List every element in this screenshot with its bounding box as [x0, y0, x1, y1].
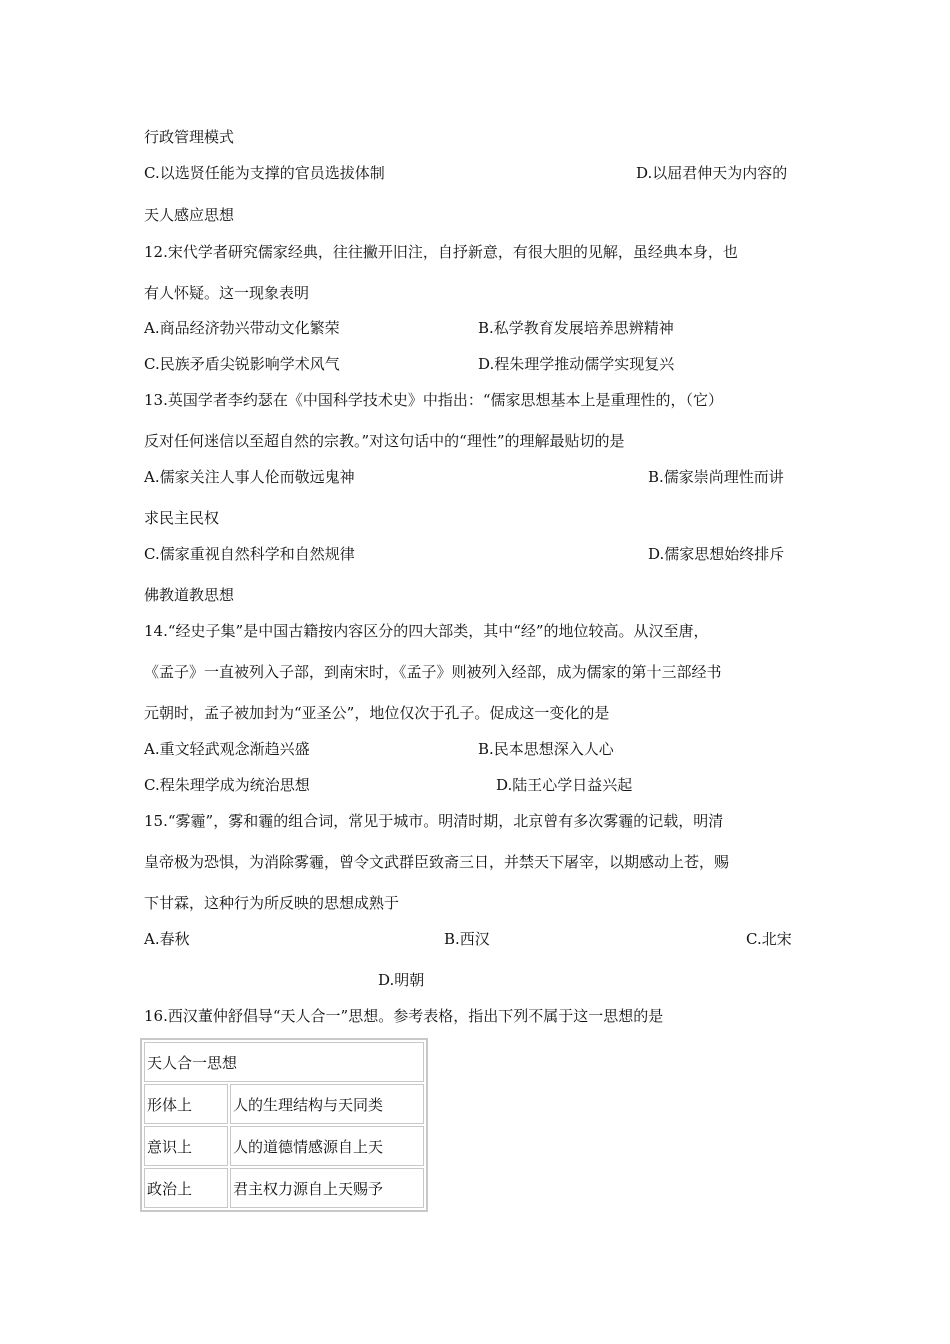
q14-stem: 14.“经史子集”是中国古籍按内容区分的四大部类，其中“经”的地位较高。从汉至唐，	[144, 622, 709, 640]
q13-stem: 反对任何迷信以至超自然的宗教。”对这句话中的“理性”的理解最贴切的是	[144, 432, 625, 450]
q12-stem: 有人怀疑。这一现象表明	[144, 284, 310, 302]
q12-option-d: D.程朱理学推动儒学实现复兴	[478, 355, 675, 373]
table-row	[144, 1042, 424, 1082]
q13-option-c: C.儒家重视自然科学和自然规律	[144, 545, 355, 563]
q15-option-d: D.明朝	[378, 971, 425, 989]
q13-option-a: A.儒家关注人事人伦而敬远鬼神	[144, 468, 355, 486]
table-row	[144, 1084, 424, 1124]
q15-option-c: C.北宋	[746, 930, 792, 948]
q15-option-b: B.西汉	[444, 930, 490, 948]
q14-option-c: C.程朱理学成为统治思想	[144, 776, 310, 794]
table-row	[144, 1168, 424, 1208]
text-line: 佛教道教思想	[144, 586, 235, 604]
q12-option-b: B.私学教育发展培养思辨精神	[478, 319, 674, 337]
q16-stem: 16.西汉董仲舒倡导“天人合一”思想。参考表格，指出下列不属于这一思想的是	[144, 1007, 664, 1025]
q15-stem: 皇帝极为恐惧，为消除雾霾，曾令文武群臣致斋三日，并禁天下屠宰，以期感动上苍，赐	[144, 853, 730, 871]
q12-option-a: A.商品经济勃兴带动文化繁荣	[144, 319, 340, 337]
text-line: 行政管理模式	[144, 128, 235, 146]
tianren-table	[140, 1038, 428, 1212]
q14-stem: 《孟子》一直被列入子部，到南宋时，《孟子》则被列入经部，成为儒家的第十三部经书	[144, 663, 722, 681]
table-cell: 形体上	[144, 1084, 228, 1124]
table-cell: 君主权力源自上天赐予	[230, 1168, 424, 1208]
q15-stem: 15.“雾霾”，雾和霾的组合词，常见于城市。明清时期，北京曾有多次雾霾的记载，明清	[144, 812, 724, 830]
q12-stem: 12.宋代学者研究儒家经典，往往撇开旧注，自抒新意，有很大胆的见解，虽经典本身，也	[144, 243, 738, 261]
q14-option-b: B.民本思想深入人心	[478, 740, 614, 758]
table-header-cell: 天人合一思想	[144, 1042, 424, 1082]
q12-option-c: C.民族矛盾尖锐影响学术风气	[144, 355, 340, 373]
q14-option-d: D.陆王心学日益兴起	[496, 776, 633, 794]
q15-stem: 下甘霖，这种行为所反映的思想成熟于	[144, 894, 400, 912]
text-line: 求民主民权	[144, 509, 220, 527]
table-row	[144, 1126, 424, 1166]
q11-option-d: D.以屈君伸天为内容的	[636, 164, 788, 182]
q11-option-c: C.以选贤任能为支撑的官员选拔体制	[144, 164, 385, 182]
q14-stem: 元朝时，孟子被加封为“亚圣公”，地位仅次于孔子。促成这一变化的是	[144, 704, 610, 722]
table-cell: 意识上	[144, 1126, 228, 1166]
text-line: 天人感应思想	[144, 206, 235, 224]
table-cell: 政治上	[144, 1168, 228, 1208]
table-cell: 人的道德情感源自上天	[230, 1126, 424, 1166]
q14-option-a: A.重文轻武观念渐趋兴盛	[144, 740, 310, 758]
q15-option-a: A.春秋	[144, 930, 190, 948]
q13-option-b: B.儒家崇尚理性而讲	[648, 468, 784, 486]
table-cell: 人的生理结构与天同类	[230, 1084, 424, 1124]
q13-stem: 13.英国学者李约瑟在《中国科学技术史》中指出：“儒家思想基本上是重理性的，（它）	[144, 391, 724, 409]
q13-option-d: D.儒家思想始终排斥	[648, 545, 785, 563]
